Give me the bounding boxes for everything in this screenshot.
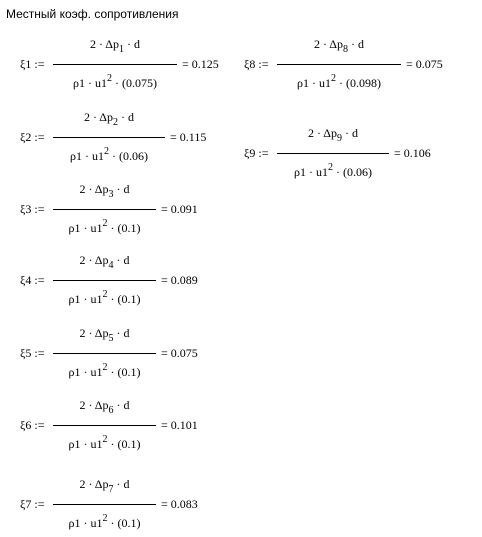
denominator: $\rho 1 \cdot u1^2 \cdot (0.1)$ <box>68 434 141 451</box>
numerator: $2 \cdot \Delta p_8 \cdot d$ <box>313 37 365 55</box>
fraction <box>53 182 156 236</box>
result-value: 0.089 <box>170 273 198 287</box>
variable-name: ξ5 <box>20 346 32 360</box>
fraction-bar <box>53 280 156 281</box>
variable-name: ξ4 <box>20 273 32 287</box>
numerator: $2 \cdot \Delta p_3 \cdot d$ <box>79 182 130 200</box>
equation-lhs <box>20 273 44 288</box>
subscript-index: 2 <box>113 117 119 128</box>
result-value: 0.091 <box>170 202 198 216</box>
equals-sign: = <box>182 57 192 71</box>
result <box>170 130 206 145</box>
exponent: 2 <box>102 289 108 300</box>
numerator: $2 \cdot \Delta p_5 \cdot d$ <box>79 326 130 344</box>
fraction-bar <box>53 353 156 354</box>
equals-sign: = <box>170 130 180 144</box>
denominator: $\rho 1 \cdot u1^2 \cdot (0.1)$ <box>68 513 141 530</box>
result <box>161 273 198 288</box>
assign-operator: := <box>31 346 45 360</box>
result <box>406 57 443 72</box>
equation-xi7 <box>20 477 250 531</box>
subscript-index: 7 <box>108 484 114 495</box>
result <box>182 57 219 72</box>
equation-xi6 <box>20 398 250 452</box>
fraction-bar <box>53 209 156 210</box>
result-value: 0.083 <box>170 497 198 511</box>
factor-value: (0.1) <box>117 292 141 306</box>
assign-operator: := <box>31 57 45 71</box>
factor-value: (0.06) <box>118 149 148 163</box>
assign-operator: := <box>31 418 45 432</box>
assign-operator: := <box>31 130 45 144</box>
fraction <box>277 37 401 91</box>
factor-value: (0.075) <box>121 76 157 90</box>
equation-xi5 <box>20 326 250 380</box>
equation-xi9 <box>244 126 474 180</box>
assign-operator: := <box>255 146 269 160</box>
numerator: $2 \cdot \Delta p_4 \cdot d$ <box>79 253 130 271</box>
result <box>161 346 198 361</box>
denominator: $\rho 1 \cdot u1^2 \cdot (0.1)$ <box>68 362 141 379</box>
denominator: $\rho 1 \cdot u1^2 \cdot (0.06)$ <box>294 162 372 179</box>
factor-value: (0.1) <box>117 221 141 235</box>
fraction-bar <box>277 153 389 154</box>
variable-name: ξ9 <box>244 146 256 160</box>
factor-value: (0.1) <box>117 516 141 530</box>
denominator: $\rho 1 \cdot u1^2 \cdot (0.1)$ <box>68 218 141 235</box>
equation-xi4 <box>20 253 250 307</box>
equals-sign: = <box>161 418 171 432</box>
numerator: $2 \cdot \Delta p_2 \cdot d$ <box>83 110 135 128</box>
subscript-index: 5 <box>108 333 114 344</box>
variable-name: ξ2 <box>20 130 32 144</box>
variable-name: ξ6 <box>20 418 32 432</box>
equation-lhs <box>20 497 44 512</box>
equals-sign: = <box>161 346 171 360</box>
exponent: 2 <box>103 146 109 157</box>
factor-value: (0.1) <box>117 365 141 379</box>
exponent: 2 <box>102 362 108 373</box>
result-value: 0.075 <box>170 346 198 360</box>
assign-operator: := <box>31 497 45 511</box>
equation-lhs <box>20 202 44 217</box>
exponent: 2 <box>106 73 112 84</box>
result <box>161 202 198 217</box>
factor-value: (0.06) <box>342 165 372 179</box>
equation-xi8 <box>244 37 474 91</box>
equation-lhs <box>244 57 268 72</box>
fraction <box>53 37 177 91</box>
equals-sign: = <box>406 57 416 71</box>
fraction <box>53 253 156 307</box>
fraction <box>53 326 156 380</box>
numerator: $2 \cdot \Delta p_1 \cdot d$ <box>89 37 141 55</box>
factor-value: (0.1) <box>117 437 141 451</box>
assign-operator: := <box>31 273 45 287</box>
equals-sign: = <box>161 202 171 216</box>
section-heading: Местный коэф. сопротивления <box>6 7 179 21</box>
result-value: 0.075 <box>415 57 443 71</box>
fraction-bar <box>53 504 156 505</box>
exponent: 2 <box>327 162 333 173</box>
factor-value: (0.098) <box>345 76 381 90</box>
result <box>161 418 198 433</box>
result-value: 0.101 <box>170 418 198 432</box>
subscript-index: 6 <box>108 405 114 416</box>
numerator: $2 \cdot \Delta p_6 \cdot d$ <box>79 398 130 416</box>
exponent: 2 <box>102 434 108 445</box>
equation-lhs <box>244 146 268 161</box>
exponent: 2 <box>330 73 336 84</box>
equals-sign: = <box>161 497 171 511</box>
numerator: $2 \cdot \Delta p_9 \cdot d$ <box>307 126 359 144</box>
denominator: $\rho 1 \cdot u1^2 \cdot (0.075)$ <box>73 73 157 90</box>
equals-sign: = <box>161 273 171 287</box>
denominator: $\rho 1 \cdot u1^2 \cdot (0.1)$ <box>68 289 141 306</box>
variable-name: ξ8 <box>244 57 256 71</box>
variable-name: ξ3 <box>20 202 32 216</box>
equation-xi2 <box>20 110 250 164</box>
fraction <box>53 398 156 452</box>
numerator: $2 \cdot \Delta p_7 \cdot d$ <box>79 477 130 495</box>
fraction <box>277 126 389 180</box>
subscript-index: 1 <box>119 44 125 55</box>
exponent: 2 <box>102 513 108 524</box>
denominator: $\rho 1 \cdot u1^2 \cdot (0.098)$ <box>297 73 381 90</box>
subscript-index: 4 <box>108 260 114 271</box>
result-value: 0.125 <box>191 57 219 71</box>
subscript-index: 3 <box>108 189 114 200</box>
assign-operator: := <box>255 57 269 71</box>
result <box>394 146 431 161</box>
fraction-bar <box>53 137 165 138</box>
fraction <box>53 477 156 531</box>
denominator: $\rho 1 \cdot u1^2 \cdot (0.06)$ <box>70 146 148 163</box>
equation-xi1 <box>20 37 250 91</box>
fraction <box>53 110 165 164</box>
equation-xi3 <box>20 182 250 236</box>
assign-operator: := <box>31 202 45 216</box>
fraction-bar <box>53 425 156 426</box>
equation-lhs <box>20 57 44 72</box>
variable-name: ξ7 <box>20 497 32 511</box>
fraction-bar <box>277 64 401 65</box>
equals-sign: = <box>394 146 404 160</box>
result <box>161 497 198 512</box>
equation-lhs <box>20 130 44 145</box>
variable-name: ξ1 <box>20 57 32 71</box>
subscript-index: 9 <box>337 133 343 144</box>
result-value: 0.106 <box>403 146 431 160</box>
fraction-bar <box>53 64 177 65</box>
equation-lhs <box>20 418 44 433</box>
exponent: 2 <box>102 218 108 229</box>
equation-lhs <box>20 346 44 361</box>
subscript-index: 8 <box>343 44 349 55</box>
result-value: 0.115 <box>179 130 207 144</box>
